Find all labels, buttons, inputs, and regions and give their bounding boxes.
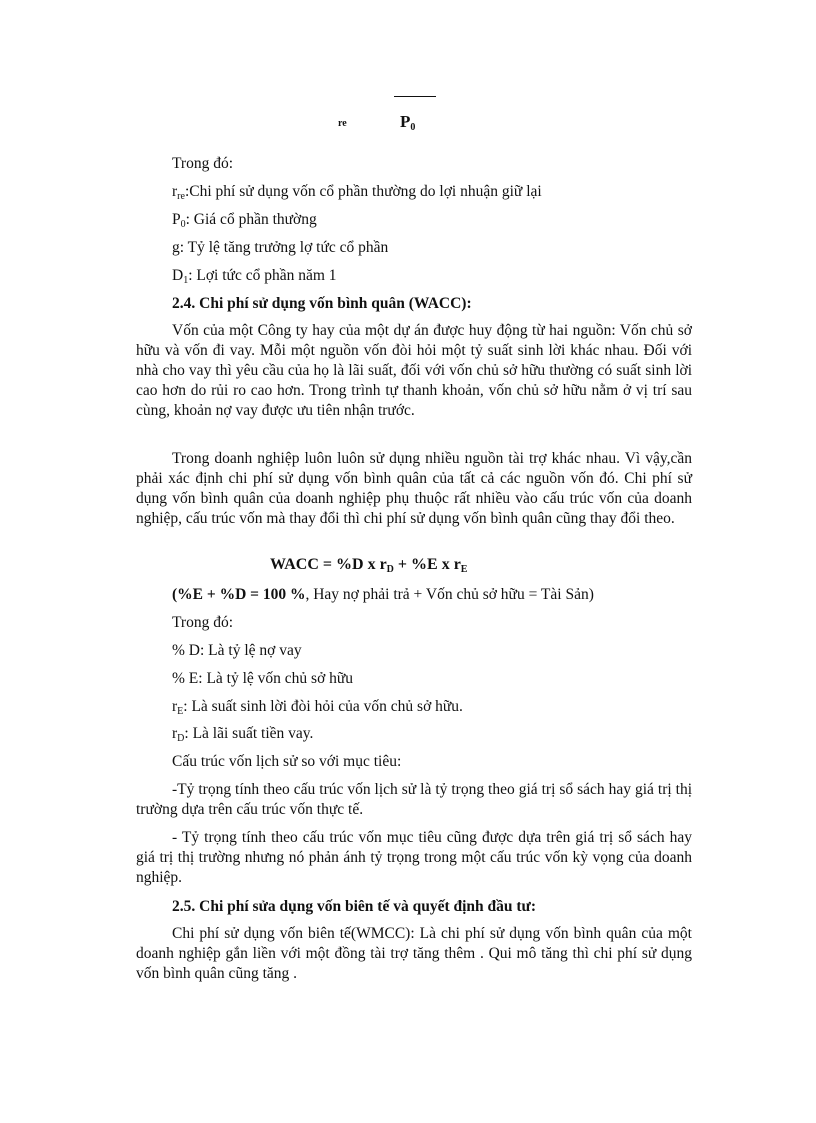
formula-sub-e: E (460, 564, 468, 575)
def-sub: re (177, 191, 185, 202)
structure-line: Cấu trúc vốn lịch sử so với mục tiêu: (172, 753, 402, 770)
def-symbol: % E (172, 670, 199, 687)
def-sub: 1 (183, 275, 189, 286)
paragraph-marginal-cost: Chi phí sử dụng vốn biên tế(WMCC): Là chi phí sử dụng vốn bình quân của một doanh nghiệp gắn liền với một đồng tài trợ tăng thêm . Qui mô tăng thì chi phí sử dụng vốn bình quân cũng tăng . (136, 925, 692, 982)
def-pct-e (172, 669, 353, 689)
def-rd (172, 724, 313, 744)
paragraph-financing-sources: Trong doanh nghiệp luôn luôn sử dụng nhiều nguồn tài trợ khác nhau. Vì vậy,cần phải xác định chi phí sử dụng vốn bình quân của tất cả các nguồn vốn đó. Chi phí sử dụng vốn bình quân của doanh nghiệp phụ thuộc rất nhiều vào cấu trúc vốn của doanh nghiệp, cấu trúc vốn mà thay đổi thì chi phí sử dụng vốn bình quân cũng thay đổi theo. (136, 450, 692, 527)
bullet-target-weights: - Tỷ trọng tính theo cấu trúc vốn mục tiêu cũng được dựa trên giá trị sổ sách hay giá trị thị trường nhưng nó phản ánh tỷ trọng trong một cấu trúc vốn kỳ vọng của doanh nghiệp. (136, 829, 692, 886)
constraint-bold: (%E + %D = 100 % (172, 586, 306, 603)
def-sub: 0 (180, 219, 186, 230)
def-pct-d (172, 641, 302, 661)
def-text: : Giá cổ phần thường (185, 211, 317, 228)
def-sub: D (177, 733, 185, 744)
def-re (172, 697, 463, 717)
p-symbol: P (400, 112, 411, 131)
section-heading-wacc: 2.4. Chi phí sử dụng vốn bình quân (WACC): (172, 295, 472, 312)
fraction-rule (394, 96, 436, 97)
section-heading-wmcc: 2.5. Chi phí sửa dụng vốn biên tế và quyết định đầu tư: (172, 898, 537, 915)
re-label: re (338, 118, 347, 129)
def-sub: E (177, 706, 184, 717)
p0-label (400, 112, 415, 132)
def-text: : Lợi tức cổ phần năm 1 (188, 267, 337, 284)
formula-lhs: WACC = %D x r (270, 556, 387, 573)
paragraph-capital-sources: Vốn của một Công ty hay của một dự án được huy động từ hai nguồn: Vốn chủ sở hữu và vốn đi vay. Mỗi một nguồn vốn đòi hỏi một tỷ suất sinh lời khác nhau. Đối với nhà cho vay thì yêu cầu của họ là lãi suất, đối với vốn chủ sở hữu thường có suất sinh lời cao hơn do rủi ro cao hơn. Trong trình tự thanh khoản, vốn chủ sở hữu nằm ở vị trí sau cùng, khoản nợ vay được ưu tiên nhận trước. (136, 322, 692, 419)
constraint-rest: , Hay nợ phải trả + Vốn chủ sở hữu = Tài Sản) (305, 586, 594, 603)
def-text: : Tỷ lệ tăng trưởng lợ tức cổ phần (179, 239, 389, 256)
def-g (172, 238, 388, 258)
formula-constraint (172, 585, 594, 605)
def-text: : Là suất sinh lời đòi hỏi của vốn chủ sở hữu. (183, 698, 463, 715)
formula-sub-d: D (386, 564, 394, 575)
def-text: :Chi phí sử dụng vốn cổ phần thường do lợi nhuận giữ lại (184, 183, 542, 200)
def-symbol: P (172, 211, 181, 228)
def-symbol: r (172, 725, 178, 742)
def-rre (172, 182, 542, 202)
defs-intro: Trong đó: (172, 155, 234, 172)
def-text: : Là tỷ lệ nợ vay (199, 642, 302, 659)
formula-mid: + %E x r (393, 556, 461, 573)
def-p0 (172, 210, 317, 230)
p-sub: 0 (410, 122, 416, 133)
def-symbol: % D (172, 642, 200, 659)
bullet-historical-weights: -Tỷ trọng tính theo cấu trúc vốn lịch sử là tỷ trọng theo giá trị sổ sách hay giá trị thị trường dựa trên cấu trúc vốn thực tế. (136, 781, 692, 818)
wacc-formula (270, 556, 467, 574)
def-symbol: D (172, 267, 184, 284)
def-symbol: r (172, 698, 178, 715)
def-d1 (172, 266, 337, 286)
def-symbol: r (172, 183, 178, 200)
wacc-defs-intro: Trong đó: (172, 614, 234, 631)
def-symbol: g (172, 239, 180, 256)
def-text: : Là tỷ lệ vốn chủ sở hữu (198, 670, 354, 687)
def-text: : Là lãi suất tiền vay. (184, 725, 314, 742)
